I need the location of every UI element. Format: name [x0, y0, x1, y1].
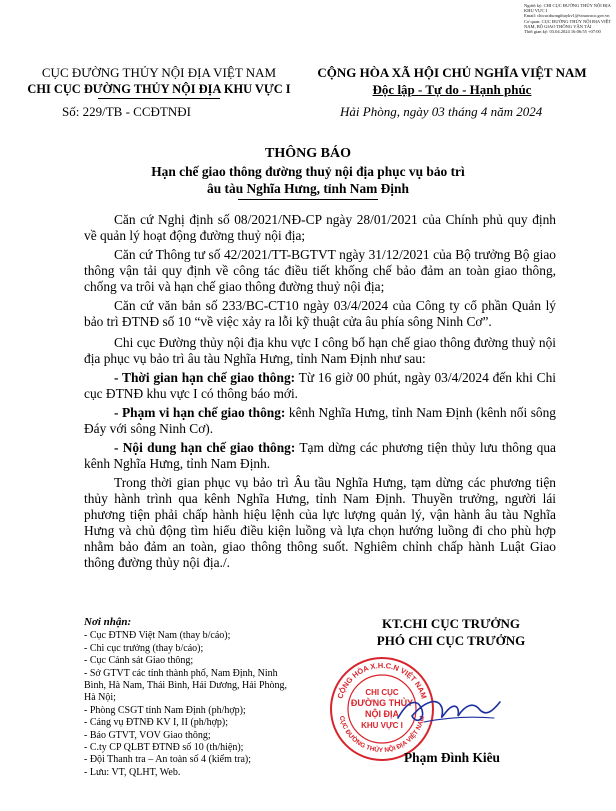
list-item: - Đội Thanh tra – An toàn số 4 (kiểm tra); [84, 754, 252, 766]
digital-signature-info [524, 3, 612, 34]
announcement: Chi cục Đường thủy nội địa khu vực I công bố hạn chế giao thông đường thuỷ nội địa phục vụ bảo trì âu tàu Nghĩa Hưng, tỉnh Nam Định như sau: [84, 335, 556, 366]
list-item: - Báo GTVT, VOV Giao thông; [84, 729, 211, 741]
stamp-line-1: CHI CỤC [365, 688, 399, 697]
restriction-time-label: - Thời gian hạn chế giao thông: [114, 370, 296, 385]
signer-role-2: PHÓ CHI CỤC TRƯỞNG [376, 633, 526, 648]
signer-role-1: KT.CHI CỤC TRƯỞNG [381, 616, 521, 631]
title-line-2: âu tàu Nghĩa Hưng, tỉnh Nam Định [207, 181, 409, 196]
handwritten-signature [394, 688, 504, 730]
signature-title [336, 615, 566, 649]
stamp-ring-bottom: CỤC ĐƯỜNG THỦY NỘI ĐỊA VIỆT NAM [337, 715, 427, 755]
closing-paragraph: Trong thời gian phục vụ bảo trì Âu tầu Nghĩa Hưng, tạm dừng các phương tiện thủy hành trình qua kênh Nghĩa Hưng, tỉnh Nam Định. Thuyền trưởng, người lái phương tiện phải chấp hành hiệu lệnh của lực lượng quản lý, vận hành âu tàu Nghĩa Hưng và chủ động tìm hiểu điều kiện luồng và lựa chọn hướng luồng đi cho phù hợp nhằm bảo đảm an toàn, giao thông thông suốt. Nghiêm chỉnh chấp hành Luật Giao thông đường thủy nội địa./. [84, 475, 556, 570]
stamp-ring-text: CỘNG HÒA X.H.C.N VIỆT NAM [335, 660, 429, 700]
list-item: - Phòng CSGT tỉnh Nam Định (ph/hợp); [84, 704, 246, 716]
legal-basis-3: Căn cứ văn bản số 233/BC-CT10 ngày 03/4/2024 của Công ty cổ phần Quản lý bảo trì ĐTNĐ số 10 “về việc xảy ra lỗi kỹ thuật cửa âu phía sông Ninh Cơ”. [84, 298, 556, 329]
restriction-time [84, 370, 556, 402]
restriction-time-text: Từ 16 giờ 00 phút, ngày 03/4/2024 đến khi Chi cục ĐTNĐ khu vực I có thông báo mới. [84, 370, 557, 401]
agency-underline [98, 98, 220, 99]
signature-agency: Cơ quan: CỤC ĐƯỜNG THỦY NỘI ĐỊA VIỆT NAM, BỘ GIAO THÔNG VẬN TẢI [524, 18, 612, 29]
list-item: - Cục ĐTNĐ Việt Nam (thay b/cáo); [84, 630, 231, 642]
signature-signer: Người ký: CHI CỤC ĐƯỜNG THỦY NỘI ĐỊA KHU VỰC I [524, 3, 611, 14]
list-item: - Lưu: VT, QLHT, Web. [84, 766, 181, 778]
stamp-line-4: KHU VỰC I [361, 721, 403, 730]
country-name: CỘNG HÒA XÃ HỘI CHỦ NGHĨA VIỆT NAM [317, 65, 587, 80]
restriction-content-text: Tạm dừng các phương tiện thủy lưu thông qua kênh Nghĩa Hưng, tỉnh Nam Định. [84, 440, 556, 471]
list-item: - Cục Cảnh sát Giao thông; [84, 655, 194, 667]
legal-basis-1: Căn cứ Nghị định số 08/2021/NĐ-CP ngày 28/01/2021 của Chính phủ quy định về quản lý hoạt động đường thuỷ nội địa; [84, 212, 556, 243]
stamp-line-2: ĐƯỜNG THỦY [350, 698, 414, 708]
agency-header [18, 64, 300, 99]
list-item: - C.ty CP QLBT ĐTNĐ số 10 (th/hiện); [84, 742, 244, 754]
place-date: Hải Phòng, ngày 03 tháng 4 năm 2024 [340, 104, 543, 119]
legal-basis-2: Căn cứ Thông tư số 42/2021/TT-BGTVT ngày 31/12/2021 của Bộ trưởng Bộ giao thông vận tải quy định về công tác điều tiết khống chế bảo đảm an toàn giao thông, chống va trôi và hạn chế giao thông đường thuỷ nội địa; [84, 247, 556, 294]
title-kind: THÔNG BÁO [265, 146, 351, 161]
recipients-title: Nơi nhận: [84, 616, 132, 628]
document-number: Số: 229/TB - CCĐTNĐI [62, 104, 191, 119]
list-item: - Chi cục trưởng (thay b/cáo); [84, 642, 204, 654]
agency-parent: CỤC ĐƯỜNG THỦY NỘI ĐỊA VIỆT NAM [41, 65, 277, 80]
list-item: - Sở GTVT các tỉnh thành phố, Nam Định, Ninh Bình, Hà Nam, Thái Bình, Hải Dương, Hải Phòng, Hà Nội; [84, 667, 288, 704]
signature-email: Email: chicucduongthuykv1@vinawaco.gov.vn [524, 13, 610, 19]
list-item: - Cảng vụ ĐTNĐ KV I, II (ph/hợp); [84, 717, 228, 729]
title-underline [238, 199, 378, 200]
restriction-content [84, 440, 556, 472]
signer-name: Phạm Đình Kiêu [404, 750, 500, 765]
recipients-list [84, 616, 296, 779]
restriction-scope-label: - Phạm vi hạn chế giao thông: [114, 405, 286, 420]
restriction-content-label: - Nội dung hạn chế giao thông: [114, 440, 296, 455]
stamp-line-3: NỘI ĐỊA [364, 709, 400, 719]
title-line-1: Hạn chế giao thông đường thuỷ nội địa phục vụ bảo trì [151, 164, 465, 179]
restriction-scope [84, 405, 556, 437]
national-motto: Độc lập - Tự do - Hạnh phúc [372, 82, 532, 97]
agency-name: CHI CỤC ĐƯỜNG THỦY NỘI ĐỊA KHU VỰC I [27, 82, 291, 96]
restriction-scope-text: kênh Nghĩa Hưng, tỉnh Nam Định (kênh nối sông Đáy với sông Ninh Cơ). [84, 405, 556, 436]
document-title [0, 145, 616, 200]
signature-time: Thời gian ký: 03.04.2024 16:06:55 +07:00 [524, 29, 601, 35]
national-header [304, 64, 600, 98]
document-body [84, 212, 556, 574]
